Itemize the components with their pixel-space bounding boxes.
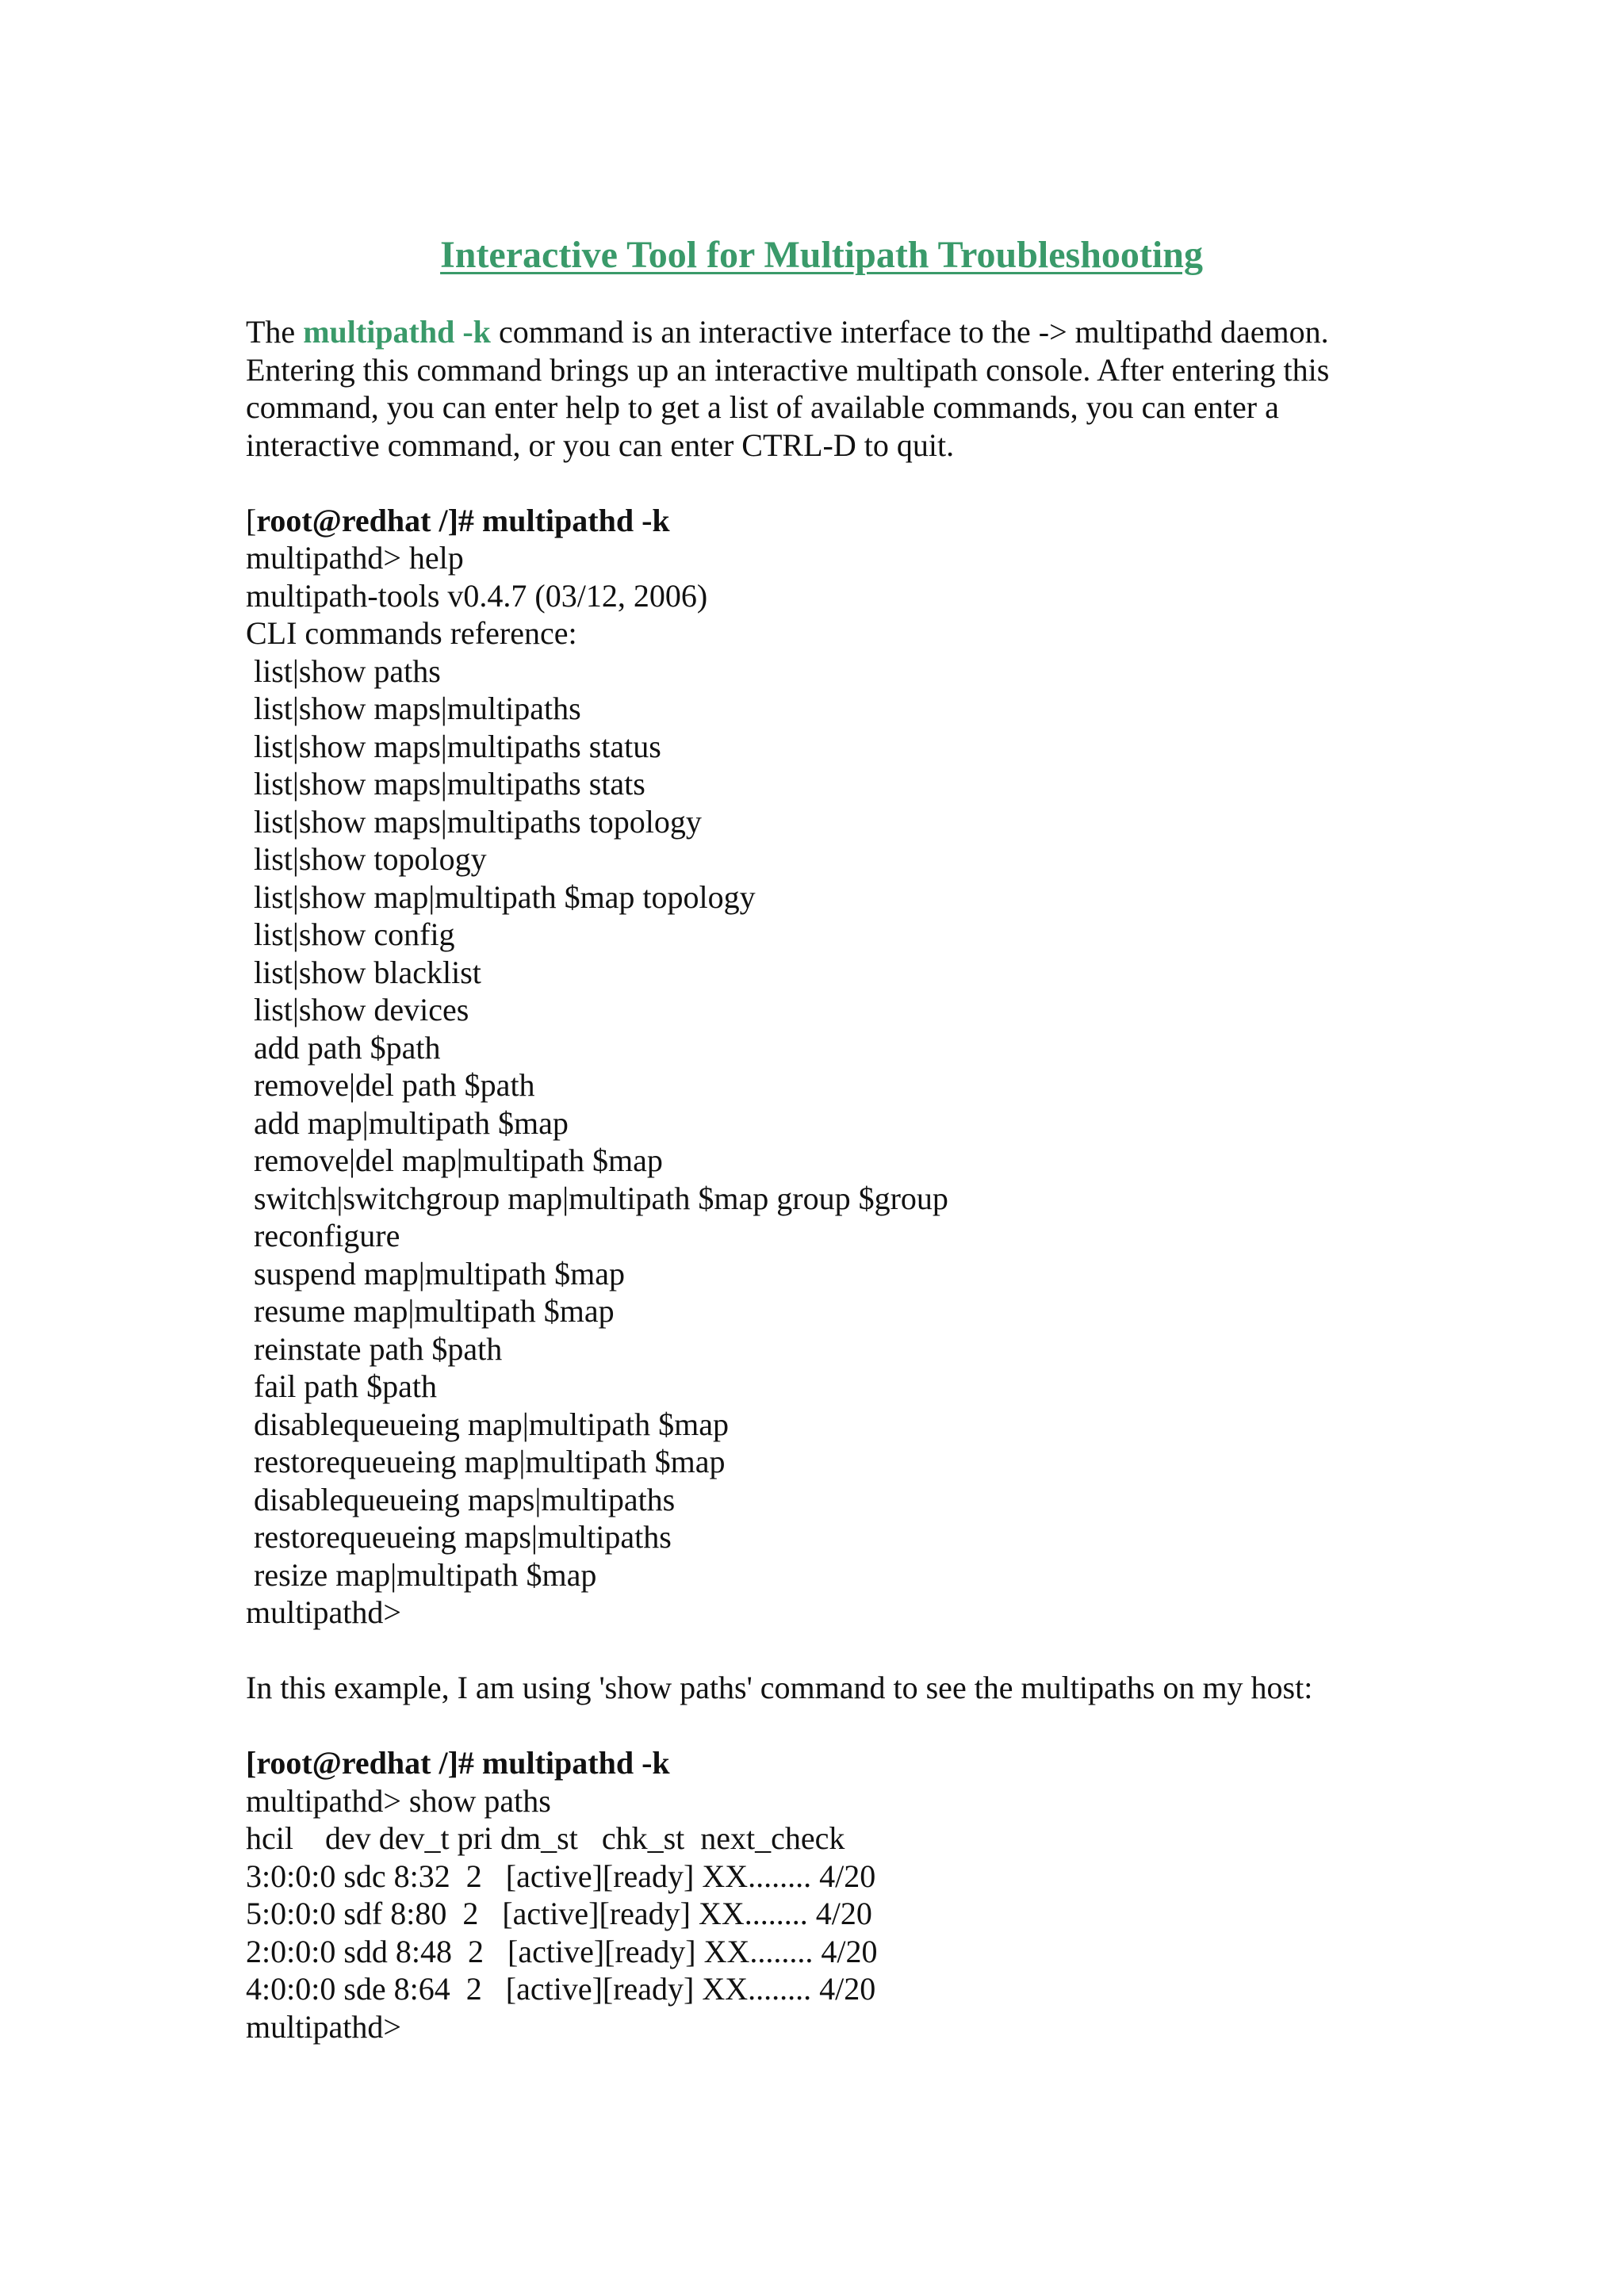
- console-line: multipathd> show paths: [246, 1782, 551, 1819]
- console-line: list|show devices: [246, 992, 469, 1027]
- show-paths-session-block: [246, 1744, 1594, 2045]
- console-line: hcil dev dev_t pri dm_st chk_st next_check: [246, 1820, 845, 1856]
- console-line: restorequeueing map|multipath $map: [246, 1444, 726, 1479]
- console-line: suspend map|multipath $map: [246, 1255, 625, 1292]
- console-line: switch|switchgroup map|multipath $map group $group: [246, 1180, 948, 1216]
- console-line: list|show config: [246, 916, 455, 952]
- prompt-command: root@redhat /]# multipathd -k: [256, 502, 670, 538]
- console-line: list|show paths: [246, 652, 441, 689]
- command-highlight: multipathd -k: [303, 314, 491, 350]
- intro-line-1-rest: command is an interactive interface to the -> multipathd daemon.: [490, 314, 1329, 350]
- console-line: multipathd>: [246, 1594, 401, 1630]
- spacer: [246, 464, 1594, 502]
- intro-prefix: The: [246, 314, 304, 350]
- help-session-prompt: [246, 502, 1594, 540]
- spacer: [246, 1707, 1594, 1745]
- console-line: multipathd>: [246, 2008, 401, 2045]
- console-line: remove|del map|multipath $map: [246, 1142, 663, 1178]
- show-paths-output-lines: [246, 1782, 1594, 2046]
- console-line: reinstate path $path: [246, 1330, 503, 1367]
- help-session-block: [246, 502, 1594, 1632]
- console-line: disablequeueing map|multipath $map: [246, 1406, 729, 1442]
- console-line: resume map|multipath $map: [246, 1293, 615, 1329]
- console-line: list|show topology: [246, 841, 487, 877]
- page-title: Interactive Tool for Multipath Troubleshooting: [440, 234, 1203, 276]
- console-line: list|show map|multipath $map topology: [246, 878, 756, 915]
- console-line: list|show maps|multipaths: [246, 691, 581, 726]
- console-line: reconfigure: [246, 1218, 400, 1253]
- console-line: multipath-tools v0.4.7 (03/12, 2006): [246, 577, 708, 614]
- help-output-lines: [246, 539, 1594, 1632]
- intro-line-3: command, you can enter help to get a list of available commands, you can enter a: [246, 389, 1279, 425]
- console-line: restorequeueing maps|multipaths: [246, 1519, 672, 1555]
- console-line: list|show maps|multipaths status: [246, 728, 661, 764]
- intro-line-1: [246, 313, 1594, 351]
- console-line: add map|multipath $map: [246, 1104, 569, 1141]
- console-line: add path $path: [246, 1029, 441, 1066]
- console-line: list|show maps|multipaths topology: [246, 803, 702, 840]
- console-line: disablequeueing maps|multipaths: [246, 1481, 676, 1517]
- intro-line-4: interactive command, or you can enter CTRL-D to quit.: [246, 427, 955, 463]
- console-line: remove|del path $path: [246, 1067, 535, 1103]
- spacer: [246, 1632, 1594, 1670]
- console-line: 3:0:0:0 sdc 8:32 2 [active][ready] XX........ 4/20: [246, 1858, 876, 1894]
- console-line: fail path $path: [246, 1368, 438, 1404]
- prompt-bracket: [: [246, 502, 257, 538]
- console-line: CLI commands reference:: [246, 615, 577, 651]
- show-paths-prompt: [root@redhat /]# multipathd -k: [246, 1745, 670, 1781]
- console-line: list|show maps|multipaths stats: [246, 766, 645, 802]
- console-line: list|show blacklist: [246, 954, 481, 990]
- intro-paragraph: [246, 313, 1594, 464]
- console-line: 4:0:0:0 sde 8:64 2 [active][ready] XX........ 4/20: [246, 1971, 876, 2007]
- console-line: 5:0:0:0 sdf 8:80 2 [active][ready] XX........ 4/20: [246, 1896, 872, 1931]
- console-line: resize map|multipath $map: [246, 1556, 597, 1593]
- example-paragraph: In this example, I am using 'show paths' command to see the multipaths on my host:: [246, 1670, 1313, 1705]
- document-body: [246, 313, 1594, 2045]
- console-line: 2:0:0:0 sdd 8:48 2 [active][ready] XX........ 4/20: [246, 1933, 878, 1969]
- intro-line-2: Entering this command brings up an interactive multipath console. After entering this: [246, 351, 1330, 388]
- console-line: multipathd> help: [246, 540, 464, 576]
